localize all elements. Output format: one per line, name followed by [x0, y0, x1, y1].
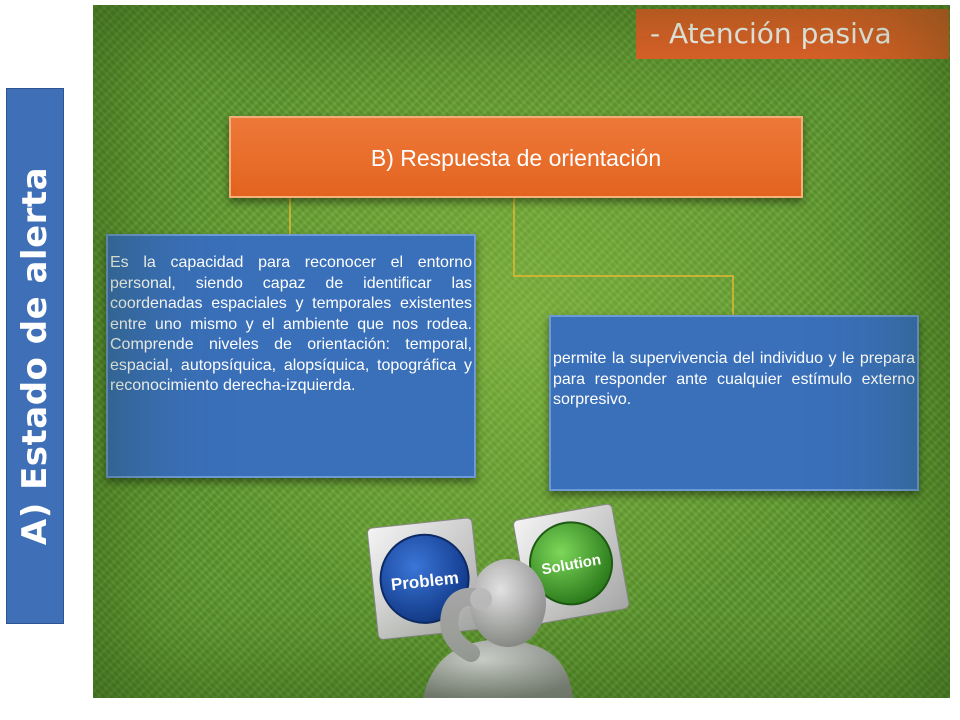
definition-box — [106, 234, 476, 478]
function-box — [549, 315, 919, 491]
main-concept-box — [229, 116, 803, 198]
problem-solution-illustration — [363, 503, 643, 698]
main-concept-label: B) Respuesta de orientación — [370, 145, 662, 171]
top-tag-label: - Atención pasiva — [650, 17, 892, 50]
side-title-banner — [6, 88, 64, 624]
slide-canvas — [93, 5, 950, 698]
connector-right — [514, 198, 733, 315]
side-title: A) Estado de alerta — [15, 166, 55, 546]
problem-button — [367, 518, 483, 640]
definition-text: Es la capacidad para reconocer el entorno personal, siendo capaz de identificar las coordenadas espaciales y temporales existentes entre uno mismo y el ambiente que nos rodea. Comprende niveles de orientación: temporal, espacial, autopsíquica, alopsíquica, topográfica y reconocimiento derecha-izquierda. — [110, 254, 472, 394]
problem-button-label: Problem — [390, 568, 460, 595]
solution-button-label: Solution — [540, 551, 603, 579]
function-text: permite la supervivencia del individuo y le prepara para responder ante cualquier estímulo externo sorpresivo. — [553, 350, 915, 408]
